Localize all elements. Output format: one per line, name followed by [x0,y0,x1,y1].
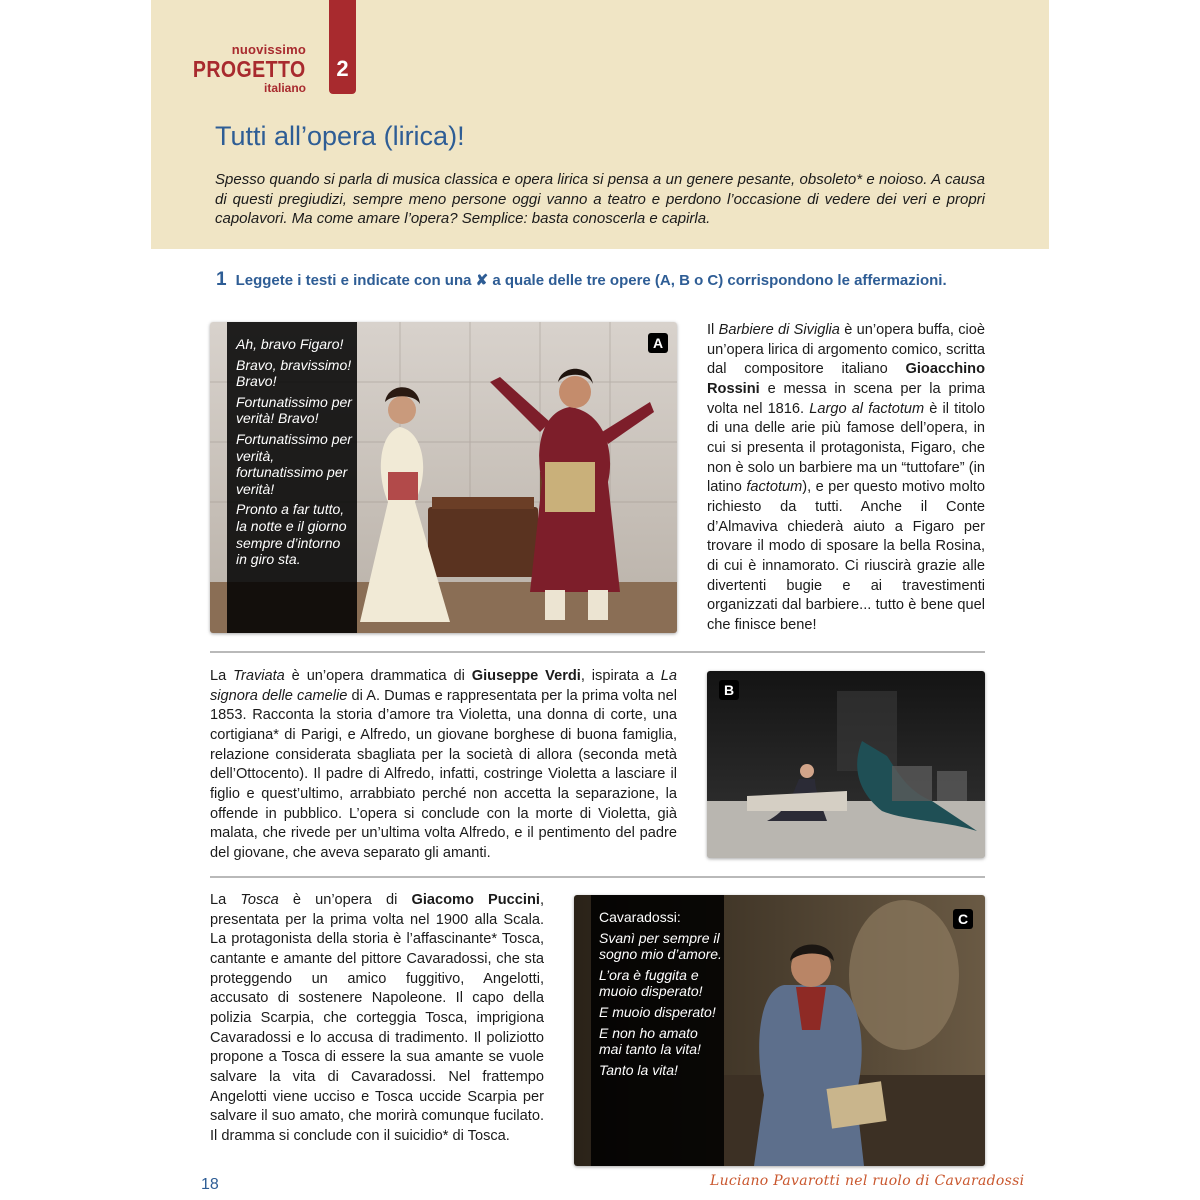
lyrics-line: Bravo, bravissimo! Bravo! [236,356,352,390]
logo-line-3: italiano [263,81,306,95]
lyrics-line: Ah, bravo Figaro! [236,336,344,352]
unit-tab [329,0,356,94]
page-title: Tutti all’opera (lirica)! [215,121,465,151]
text-barbiere: Il Barbiere di Siviglia è un’opera buffa, cioè un’opera lirica di argomento comico, scritta dal compositore italiano Gioacchino Rossini e messa in scena per la prima volta nel 1816. Largo al factotum è il titolo di una delle arie più famose dell’opera, in cui si presenta il protagonista, Figaro, che non è solo un barbiere ma un “tuttofare” (in latino factotum), e per questo motivo molto richiesto da tutti. Anche il Conte d’Almaviva chiederà aiuto a Figaro per trovare il modo di sposare la bella Rosina, di cui è innamorato. Ci riuscirà grazie alle divertenti bugie e ai travestimenti organizzati dal barbiere... tutto è bene quel che finisce bene! [707,322,985,633]
latin-word: factotum [746,479,803,496]
exercise-instruction [216,269,947,291]
logo-line-1: nuovissimo [231,42,306,57]
lyrics-a [236,336,354,572]
photo-traviata-scene [707,671,985,858]
text-tosca: La Tosca è un’opera di Giacomo Puccini, presentata per la prima volta nel 1900 alla Scala. La protagonista della storia è l’affascinante* Tosca, cantante e amante del pittore Cavaradossi, che sta proteggendo un amico fuggitivo, Angelotti, accusato di sostenere Napoleone. Il capo della polizia Scarpia, che corteggia Tosca, imprigiona Cavaradossi e lo accusa di tradimento. Il poliziotto propone a Tosca di essere la sua amante se vuole salvare la vita di Cavaradossi. Nel frattempo Angelotti viene ucciso e Tosca uccide Scarpia per salvare il suo amato, che morirà comunque fucilato. Il dramma si conclude con il suicidio* di Tosca. [210,892,544,1144]
opera-title-tosca: Tosca [240,892,279,908]
page-number: 18 [201,1176,219,1193]
photo-label-b: B [719,680,739,700]
logo-line-2: PROGETTO [193,56,306,82]
text-traviata: La Traviata è un’opera drammatica di Giuseppe Verdi, ispirata a La signora delle camelie di A. Dumas e rappresentata per la prima volta nel 1853. Racconta la storia d’amore tra Violetta, una donna di corte, una cortigiana* di Parigi, e Alfredo, un giovane borghese di buona famiglia, relazione considerata sbagliata per la società di allora (seconda metà dell’Ottocento). Il padre di Alfredo, infatti, costringe Violetta a lasciare il figlio e quest’ultimo, arrabbiato perché non accetta la separazione, la offende in pubblico. L’opera si conclude con la morte di Violetta, già malata, che rivede per un’ultima volta Alfredo, e il pentimento del padre del giovane, che aveva separato gli amanti. [210,668,677,861]
unit-number: 2 [336,56,349,81]
composer-puccini: Giacomo Puccini [411,892,540,908]
lyrics-line: Fortunatissimo per verità, fortunatissimo per verità! [236,430,352,497]
lyrics-line: E muoio disperato! [599,1003,716,1020]
lyrics-line: L’ora è fuggita e muoio disperato! [599,966,703,1000]
composer-rossini: Gioacchino Rossini [707,361,985,397]
series-logo [193,42,306,98]
intro-text: Spesso quando si parla di musica classica e opera lirica si pensa a un genere pesante, obsoleto* e noioso. A causa di questi pregiudizi, sempre meno persone oggi vanno a teatro e perdono l’occasione di vedere dei veri e propri capolavori. Ma come amare l’opera? Semplice: basta conoscerla e capirla. [215,171,985,228]
section-divider [210,651,985,653]
opera-title-barbiere: Barbiere di Siviglia [718,322,840,338]
source-novel-title: La signora delle camelie [210,668,677,704]
aria-title: Largo al factotum [809,400,925,417]
photo-label-a: A [648,333,668,353]
opera-title-traviata: Traviata [233,668,285,684]
lyrics-line: Pronto a far tutto, la notte e il giorno sempre d’intorno in giro sta. [236,501,347,568]
photo-traviata [707,671,985,858]
exercise-text: Leggete i testi e indicate con una ✘ a quale delle tre opere (A, B o C) corrispondono le affermazioni. [235,272,947,289]
lyrics-c [599,909,723,1082]
lyrics-line: Fortunatissimo per verità! Bravo! [236,393,352,427]
composer-verdi: Giuseppe Verdi [471,668,581,684]
lyrics-line: E non ho amato mai tanto la vita! [599,1024,701,1058]
photo-label-c: C [953,909,973,929]
photo-caption: Luciano Pavarotti nel ruolo di Cavaradossi [710,1173,1025,1189]
lyrics-line: Tanto la vita! [599,1061,678,1078]
photo-tosca [574,895,985,1166]
lyrics-line: Svanì per sempre il sogno mio d’amore. [599,929,722,963]
photo-barbiere [210,322,677,633]
lyrics-speaker: Cavaradossi: [599,909,681,925]
exercise-number: 1 [216,269,227,290]
section-divider [210,876,985,878]
